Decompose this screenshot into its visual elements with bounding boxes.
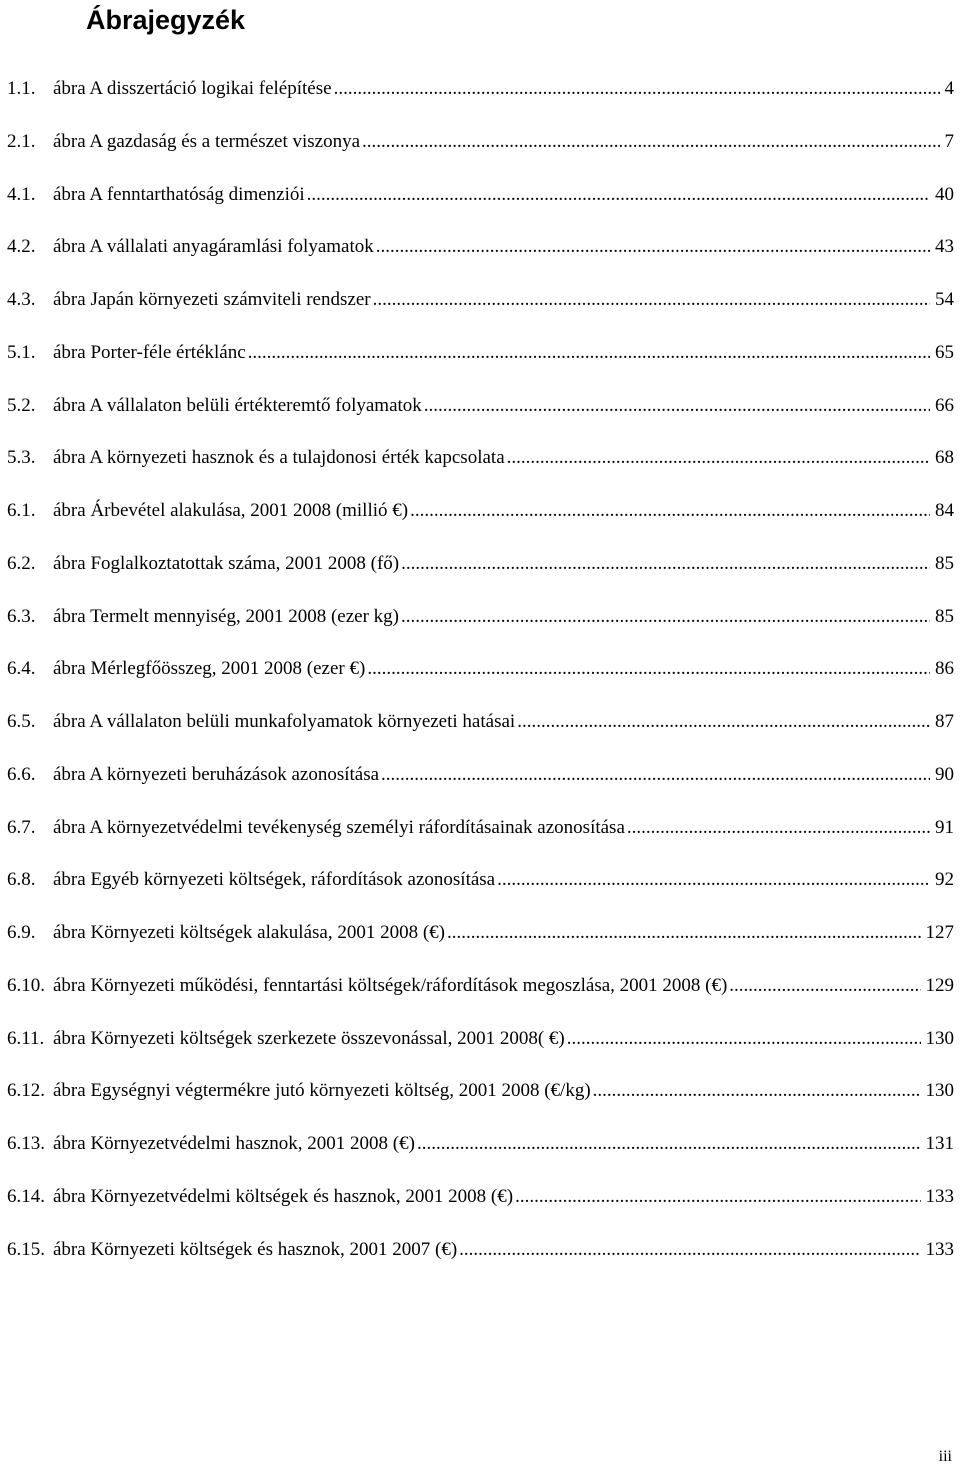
- entry-title: ábra A vállalaton belüli értékteremtő folyamatok: [53, 394, 422, 416]
- entry-title: ábra Környezeti költségek alakulása, 2001 2008 (€): [53, 922, 446, 943]
- entry-number: 6.12.: [7, 1080, 45, 1102]
- entry-page-number: 40: [935, 183, 954, 205]
- entry-number: 6.1.: [7, 500, 36, 521]
- entry-title: ábra A gazdaság és a természet viszonya: [53, 130, 361, 152]
- dot-leader: [447, 918, 920, 948]
- entry-title: ábra Környezetvédelmi költségek és hasznok, 2001 2008 (€): [53, 1185, 514, 1207]
- dot-leader: [410, 496, 930, 526]
- entry-title: ábra A vállalaton belüli munkafolyamatok környezeti hatásai: [53, 711, 516, 732]
- toc-entry[interactable]: [7, 602, 954, 655]
- dot-leader: [459, 1235, 920, 1265]
- toc-entry[interactable]: [7, 391, 954, 444]
- entry-number: 6.3.: [7, 605, 36, 627]
- dot-leader: [401, 549, 930, 579]
- toc-entry[interactable]: [7, 285, 954, 338]
- entry-page-number: 7: [944, 130, 954, 152]
- toc-entry[interactable]: [7, 496, 954, 549]
- toc-entry[interactable]: [7, 707, 954, 760]
- entry-page-number: 92: [935, 869, 954, 891]
- entry-page-number: 133: [925, 1185, 954, 1207]
- entry-number: 6.2.: [7, 552, 36, 574]
- toc-entry[interactable]: [7, 1129, 954, 1182]
- entry-number: 6.5.: [7, 711, 36, 732]
- entry-number: 2.1.: [7, 130, 36, 152]
- entry-page-number: 130: [925, 1027, 954, 1049]
- entry-number: 6.14.: [7, 1185, 45, 1207]
- toc-entry[interactable]: [7, 127, 954, 180]
- dot-leader: [593, 1076, 921, 1106]
- toc-entry[interactable]: [7, 1076, 954, 1129]
- entry-page-number: 66: [935, 394, 954, 416]
- entry-title: ábra Környezeti költségek és hasznok, 2001 2007 (€): [53, 1238, 458, 1260]
- dot-leader: [376, 232, 930, 262]
- entry-title: ábra Környezeti költségek szerkezete összevonással, 2001 2008( €): [53, 1027, 565, 1049]
- dot-leader: [362, 127, 939, 157]
- entry-number: 6.8.: [7, 869, 36, 891]
- entry-number: 6.7.: [7, 816, 36, 838]
- entry-number: 6.15.: [7, 1238, 45, 1260]
- toc-entry[interactable]: [7, 865, 954, 918]
- entry-number: 5.3.: [7, 447, 36, 469]
- entry-page-number: 91: [935, 816, 954, 838]
- entry-title: ábra A környezetvédelmi tevékenység személyi ráfordításainak azonosítása: [53, 816, 625, 838]
- entry-title: ábra A fenntarthatóság dimenziói: [53, 183, 305, 205]
- entry-page-number: 133: [925, 1238, 954, 1260]
- entry-number: 6.4.: [7, 658, 36, 680]
- toc-entry[interactable]: [7, 813, 954, 866]
- entry-title: ábra Foglalkoztatottak száma, 2001 2008 (fő): [53, 552, 400, 574]
- entry-page-number: 65: [935, 341, 954, 363]
- entry-page-number: 90: [935, 763, 954, 785]
- entry-number: 1.1.: [7, 78, 36, 99]
- page-title: Ábrajegyzék: [86, 5, 246, 35]
- entry-page-number: 68: [935, 447, 954, 469]
- entry-title: ábra Porter-féle értéklánc: [53, 341, 246, 363]
- entry-page-number: 127: [925, 922, 954, 943]
- entry-number: 6.6.: [7, 763, 36, 785]
- toc-entry[interactable]: [7, 654, 954, 707]
- entry-title: ábra Környezeti működési, fenntartási költségek/ráfordítások megoszlása, 2001 2008 (€): [53, 974, 728, 996]
- dot-leader: [507, 443, 930, 473]
- entry-title: ábra Egyéb környezeti költségek, ráfordítások azonosítása: [53, 869, 496, 891]
- dot-leader: [497, 865, 930, 895]
- entry-title: ábra Egységnyi végtermékre jutó környezeti költség, 2001 2008 (€/kg): [53, 1080, 591, 1102]
- toc-entry[interactable]: [7, 549, 954, 602]
- dot-leader: [515, 1182, 920, 1212]
- toc-entry[interactable]: [7, 232, 954, 285]
- dot-leader: [307, 180, 930, 210]
- dot-leader: [517, 707, 930, 737]
- dot-leader: [627, 813, 930, 843]
- toc-entry[interactable]: [7, 971, 954, 1024]
- toc-entry[interactable]: [7, 74, 954, 127]
- entry-page-number: 43: [935, 236, 954, 258]
- entry-page-number: 85: [935, 605, 954, 627]
- entry-number: 4.1.: [7, 183, 36, 205]
- entry-title: ábra Mérlegfőösszeg, 2001 2008 (ezer €): [53, 658, 366, 680]
- entry-number: 5.2.: [7, 394, 36, 416]
- entry-page-number: 131: [925, 1133, 954, 1154]
- entry-title: ábra Környezetvédelmi hasznok, 2001 2008 (€): [53, 1133, 415, 1154]
- entry-number: 6.9.: [7, 922, 36, 943]
- entry-title: ábra A környezeti beruházások azonosítása: [53, 763, 380, 785]
- entry-title: ábra A vállalati anyagáramlási folyamatok: [53, 236, 374, 258]
- entry-number: 4.2.: [7, 236, 36, 258]
- toc-entry[interactable]: [7, 338, 954, 391]
- entry-page-number: 130: [925, 1080, 954, 1102]
- entry-title: ábra Japán környezeti számviteli rendszer: [53, 289, 371, 310]
- toc-entry[interactable]: [7, 1182, 954, 1235]
- entry-page-number: 129: [925, 974, 954, 996]
- entry-title: ábra Termelt mennyiség, 2001 2008 (ezer kg): [53, 605, 400, 627]
- dot-leader: [424, 391, 930, 421]
- entry-page-number: 54: [935, 289, 954, 310]
- entry-page-number: 86: [935, 658, 954, 680]
- dot-leader: [381, 760, 930, 790]
- dot-leader: [567, 1024, 921, 1054]
- entry-page-number: 85: [935, 552, 954, 574]
- toc-entry[interactable]: [7, 1024, 954, 1077]
- entry-title: ábra A környezeti hasznok és a tulajdonosi érték kapcsolata: [53, 447, 505, 469]
- entry-title: ábra Árbevétel alakulása, 2001 2008 (millió €): [53, 500, 409, 521]
- entry-number: 6.10.: [7, 974, 45, 996]
- dot-leader: [334, 74, 940, 104]
- entry-title: ábra A disszertáció logikai felépítése: [53, 78, 332, 99]
- figure-list: [7, 74, 954, 1287]
- toc-entry[interactable]: [7, 1235, 954, 1288]
- dot-leader: [401, 602, 930, 632]
- dot-leader: [417, 1129, 921, 1159]
- entry-page-number: 87: [935, 711, 954, 732]
- entry-number: 5.1.: [7, 341, 36, 363]
- entry-number: 4.3.: [7, 289, 36, 310]
- dot-leader: [373, 285, 930, 315]
- toc-entry[interactable]: [7, 443, 954, 496]
- dot-leader: [248, 338, 930, 368]
- dot-leader: [367, 654, 930, 684]
- entry-page-number: 4: [944, 78, 954, 99]
- entry-number: 6.13.: [7, 1133, 45, 1154]
- toc-entry[interactable]: [7, 918, 954, 971]
- toc-entry[interactable]: [7, 760, 954, 813]
- dot-leader: [729, 971, 920, 1001]
- toc-entry[interactable]: [7, 180, 954, 233]
- entry-number: 6.11.: [7, 1027, 45, 1049]
- entry-page-number: 84: [935, 500, 954, 521]
- page-number: iii: [938, 1448, 952, 1465]
